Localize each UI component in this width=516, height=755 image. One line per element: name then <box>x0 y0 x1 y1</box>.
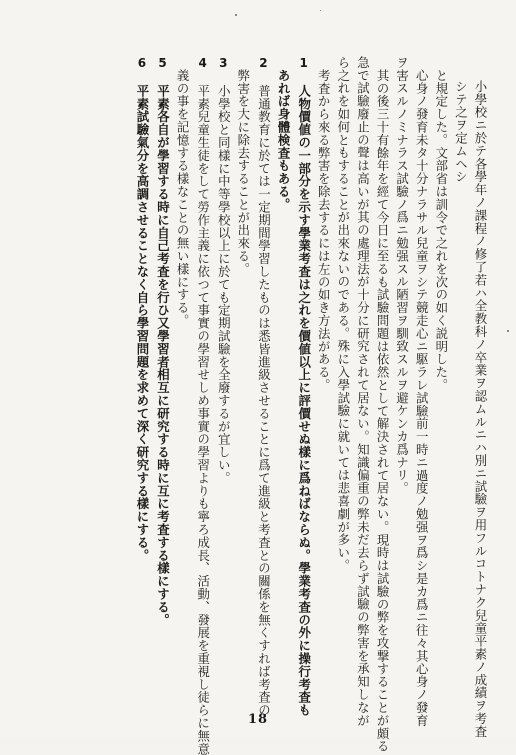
text-line: ら之れを如何ともすることが出來ないのである。殊に入學試驗に就いては悲喜劇が多い。 <box>333 56 353 696</box>
list-item-number: 4 <box>192 56 212 71</box>
text-line: と規定した。文部省は訓令で之れを次の如く説明した。 <box>431 56 451 696</box>
list-item-number: 3 <box>213 56 233 71</box>
list-item <box>152 56 173 696</box>
list-item-number: 1 <box>293 56 313 71</box>
text-line: 弊害を大に除去することが出來る。 <box>233 56 253 696</box>
list-item-text: 人物價値の一部分を示す學業考査は之れを價値以上に評價せぬ樣に爲ねばならぬ。學業考査の外に操行考査も <box>297 85 312 717</box>
list-item-text: 小學校と同樣に中等學校以上に於ても定期試驗を全廢するが宜しい。 <box>216 85 231 485</box>
text-line: 其の後三十有餘年を經て今日に至るも試驗問題は依然として解決されて居ない。現時は試驗の弊を攻撃することが頗る <box>372 56 392 696</box>
text-line: シテ之ヲ定ムヘシ <box>451 56 471 696</box>
text-line: ヲ害スルノミナラス試驗ノ爲ニ勉强スル陋習ヲ馴致スルヲ避ケンカ爲ナリ。 <box>392 56 412 696</box>
list-item <box>192 56 213 696</box>
print-speck <box>320 10 321 11</box>
list-item-number: 2 <box>253 56 273 71</box>
page-number: 18 <box>248 712 268 727</box>
text-line: あれば身體検査もある。 <box>273 56 293 696</box>
text-line: 義の事を記憶する樣なことの無い樣にする。 <box>173 56 193 696</box>
text-line: 急で試驗廢止の聲は高いが其の處理法が十分に研究されて居ない。知識偏重の弊未だ去らず試驗の弊害を承知しなが <box>353 56 373 696</box>
list-item-text: 平素兒童生徒をして勞作主義に依つて事實の學習せしめ事實の學習よりも寧ろ成長、活動、發展を重視し徒らに無意 <box>196 85 211 755</box>
list-item-number: 6 <box>131 56 151 71</box>
text-line: 心身ノ發育未タ十分ナラサル兒童ヲシテ競走心ニ駆ラレ試驗前一時ニ過度ノ勉强ヲ爲シ是カ爲ニ往々其心身ノ發育 <box>412 56 432 696</box>
print-speck <box>507 330 509 332</box>
vertical-text-body <box>20 56 490 696</box>
list-item <box>131 56 152 696</box>
list-item <box>293 56 314 696</box>
print-speck <box>235 14 237 16</box>
list-item-text: 普通教育に於ては一定期間學習したものは悉皆進級させることに爲て進級と考査との關係を無くすれば考査の <box>256 85 271 717</box>
list-item-text: 平素各自が學習する時に自己考査を行ひ又學習者相互に研究する時に互に考査する樣にする。 <box>156 85 171 627</box>
list-item-number: 5 <box>152 56 172 71</box>
list-item-text: 平素試驗氣分を高調させることなく自ら學習問題を求めて深く研究する樣にする。 <box>135 85 150 562</box>
text-line: 考査から來る弊害を除去するには左の如き方法がある。 <box>314 56 334 696</box>
list-item <box>213 56 234 696</box>
text-line: 小學校ニ於テ各學年ノ課程ノ修了若ハ全教科ノ卒業ヲ認ムルニハ別ニ試驗ヲ用フルコトナク兒童平素ノ成績ヲ考査 <box>470 56 490 696</box>
list-item <box>253 56 274 696</box>
